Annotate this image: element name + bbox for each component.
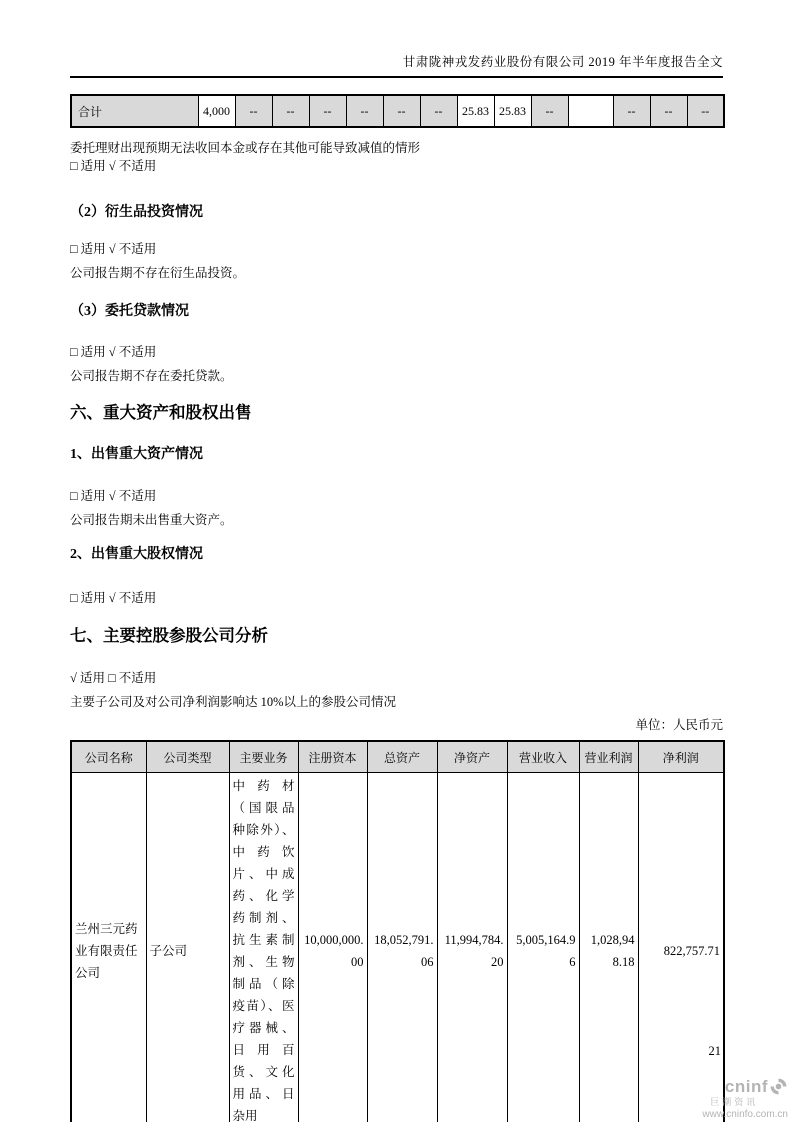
column-header-registered-capital: 注册资本 bbox=[298, 741, 367, 773]
section-heading-equity-sale: 2、出售重大股权情况 bbox=[70, 547, 203, 562]
page-number: 21 bbox=[708, 1044, 721, 1058]
summary-cell: -- bbox=[613, 95, 650, 127]
column-header-company-type: 公司类型 bbox=[146, 741, 229, 773]
summary-cell: -- bbox=[531, 95, 568, 127]
summary-cell: -- bbox=[420, 95, 457, 127]
summary-cell: -- bbox=[235, 95, 272, 127]
section-heading-derivatives: （2）衍生品投资情况 bbox=[70, 205, 203, 220]
currency-unit-label: 单位：人民币元 bbox=[635, 718, 723, 732]
section-heading-asset-sale: 1、出售重大资产情况 bbox=[70, 447, 203, 462]
cell-company-type: 子公司 bbox=[146, 773, 229, 1122]
cell-net-assets: 11,994,784.20 bbox=[437, 773, 507, 1122]
applicability-line: □ 适用 √ 不适用 bbox=[70, 591, 157, 605]
subsidiaries-table-header-row bbox=[71, 741, 724, 773]
subsidiaries-note: 主要子公司及对公司净利润影响达 10%以上的参股公司情况 bbox=[70, 695, 397, 709]
applicability-line: □ 适用 √ 不适用 bbox=[70, 489, 157, 503]
summary-cell: 25.83 bbox=[457, 95, 494, 127]
applicability-line: □ 适用 √ 不适用 bbox=[70, 159, 157, 173]
cninfo-swirl-icon bbox=[769, 1077, 788, 1096]
cninfo-url: www.cninfo.com.cn bbox=[702, 1109, 788, 1120]
column-header-operating-profit: 营业利润 bbox=[579, 741, 638, 773]
document-header-title: 甘肃陇神戎发药业股份有限公司 2019 年半年度报告全文 bbox=[70, 0, 723, 78]
column-header-main-business: 主要业务 bbox=[229, 741, 298, 773]
chapter-heading-subsidiaries: 七、主要控股参股公司分析 bbox=[70, 626, 268, 645]
cninfo-watermark bbox=[702, 1077, 788, 1120]
summary-total-row bbox=[71, 95, 724, 127]
cell-main-business: 中药材（国限品种除外）、中药饮片、中成药、化学药制剂、抗生素制剂、生物制品（除疫苗）、医疗器械、日用百货、文化用品、日杂用 bbox=[229, 773, 298, 1122]
cell-total-assets: 18,052,791.06 bbox=[367, 773, 437, 1122]
summary-cell-blank bbox=[568, 95, 613, 127]
table-row-subsidiary bbox=[71, 773, 724, 1122]
applicability-line-yes: √ 适用 □ 不适用 bbox=[70, 671, 157, 685]
cninfo-logo-row bbox=[702, 1077, 788, 1096]
summary-cell: -- bbox=[687, 95, 724, 127]
cninfo-logo-text: cninf bbox=[724, 1077, 768, 1096]
cell-registered-capital: 10,000,000.00 bbox=[298, 773, 367, 1122]
cell-operating-revenue: 5,005,164.96 bbox=[507, 773, 579, 1122]
summary-cell: -- bbox=[383, 95, 420, 127]
summary-cell: -- bbox=[272, 95, 309, 127]
summary-cell: -- bbox=[650, 95, 687, 127]
summary-cell: -- bbox=[309, 95, 346, 127]
summary-cell: 25.83 bbox=[494, 95, 531, 127]
column-header-net-assets: 净资产 bbox=[437, 741, 507, 773]
column-header-company-name: 公司名称 bbox=[71, 741, 146, 773]
applicability-line: □ 适用 √ 不适用 bbox=[70, 345, 157, 359]
chapter-heading-major-sale: 六、重大资产和股权出售 bbox=[70, 403, 252, 422]
summary-total-label: 合计 bbox=[71, 95, 198, 127]
summary-cell: 4,000 bbox=[198, 95, 235, 127]
asset-sale-note: 公司报告期未出售重大资产。 bbox=[70, 513, 233, 527]
derivatives-note: 公司报告期不存在衍生品投资。 bbox=[70, 266, 246, 280]
page-content bbox=[70, 0, 723, 1122]
subsidiaries-table bbox=[70, 740, 725, 1122]
summary-cell: -- bbox=[346, 95, 383, 127]
section-heading-entrusted-loans: （3）委托贷款情况 bbox=[70, 304, 189, 319]
column-header-net-profit: 净利润 bbox=[638, 741, 724, 773]
cell-company-name: 兰州三元药业有限责任公司 bbox=[71, 773, 146, 1122]
column-header-operating-revenue: 营业收入 bbox=[507, 741, 579, 773]
cell-net-profit: 822,757.71 bbox=[638, 773, 724, 1122]
cell-operating-profit: 1,028,948.18 bbox=[579, 773, 638, 1122]
column-header-total-assets: 总资产 bbox=[367, 741, 437, 773]
applicability-line: □ 适用 √ 不适用 bbox=[70, 242, 157, 256]
entrusted-loans-note: 公司报告期不存在委托贷款。 bbox=[70, 369, 233, 383]
cninfo-caption: 巨潮资讯 bbox=[710, 1097, 759, 1107]
entrusted-wealth-impairment-note: 委托理财出现预期无法收回本金或存在其他可能导致减值的情形 bbox=[70, 141, 421, 155]
entrusted-wealth-summary-table bbox=[70, 94, 725, 128]
